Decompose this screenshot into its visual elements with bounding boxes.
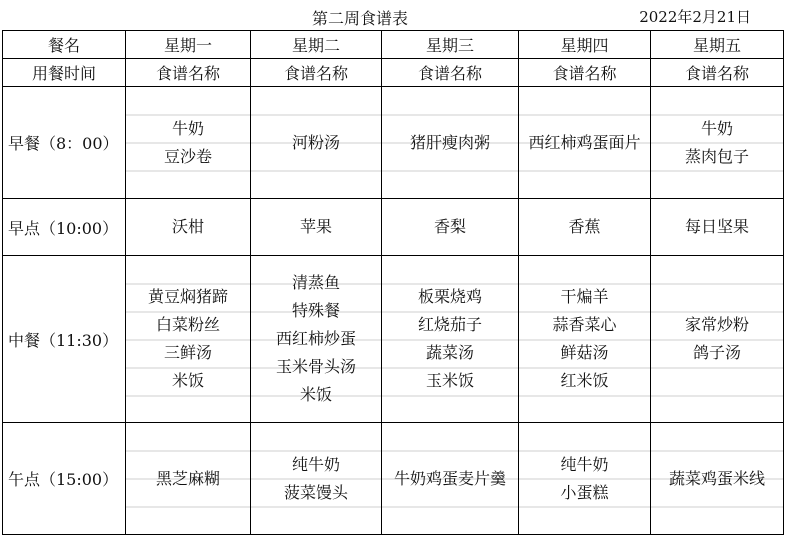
menu-item: 米饭 xyxy=(171,371,204,390)
menu-cell xyxy=(251,87,382,199)
menu-item: 特殊餐 xyxy=(291,301,340,320)
header-row-days xyxy=(3,31,784,59)
menu-cell xyxy=(126,87,251,199)
menu-item: 鸽子汤 xyxy=(692,343,741,362)
recipe-name-header: 食谱名称 xyxy=(519,59,651,87)
menu-cell xyxy=(126,199,251,256)
menu-cell xyxy=(382,423,519,535)
menu-cell xyxy=(382,87,519,199)
menu-table xyxy=(2,30,784,535)
menu-cell xyxy=(651,423,784,535)
meal-row xyxy=(3,256,784,423)
meal-name-header: 餐名 xyxy=(3,31,126,59)
header-row-sub xyxy=(3,59,784,87)
menu-item: 红米饭 xyxy=(560,371,609,390)
meal-row-label: 午点（15:00） xyxy=(3,423,126,535)
menu-cell xyxy=(519,256,651,423)
menu-item: 小蛋糕 xyxy=(560,482,609,502)
menu-item: 西红柿鸡蛋面片 xyxy=(528,132,641,152)
menu-cell xyxy=(251,256,382,423)
menu-item: 牛奶鸡蛋麦片羹 xyxy=(393,468,506,488)
meal-row-label: 早点（10:00） xyxy=(3,199,126,256)
menu-item: 干煸羊 xyxy=(560,287,609,306)
menu-item: 玉米骨头汤 xyxy=(275,357,356,376)
recipe-name-header: 食谱名称 xyxy=(251,59,382,87)
recipe-name-header: 食谱名称 xyxy=(651,59,784,87)
menu-cell xyxy=(382,199,519,256)
menu-cell xyxy=(651,256,784,423)
menu-item: 三鲜汤 xyxy=(163,343,212,362)
menu-item: 家常炒粉 xyxy=(684,315,749,334)
day-header: 星期一 xyxy=(126,31,251,59)
menu-cell xyxy=(519,423,651,535)
menu-item: 蔬菜汤 xyxy=(425,343,474,362)
menu-cell xyxy=(251,199,382,256)
menu-cell xyxy=(519,87,651,199)
menu-item: 猪肝瘦肉粥 xyxy=(409,132,490,152)
menu-item: 米饭 xyxy=(299,385,332,404)
meal-row xyxy=(3,199,784,256)
menu-item: 蒸肉包子 xyxy=(684,146,749,166)
menu-item: 白菜粉丝 xyxy=(155,315,220,334)
day-header: 星期三 xyxy=(382,31,519,59)
menu-item: 西红柿炒蛋 xyxy=(275,329,356,348)
menu-item: 玉米饭 xyxy=(425,371,474,390)
menu-item: 每日坚果 xyxy=(684,217,749,236)
day-header: 星期五 xyxy=(651,31,784,59)
page-title: 第二周食谱表 xyxy=(311,9,408,28)
menu-item: 红烧茄子 xyxy=(417,315,482,334)
meal-time-header: 用餐时间 xyxy=(3,59,126,87)
menu-item: 苹果 xyxy=(299,217,332,236)
meal-row-label: 中餐（11:30） xyxy=(3,256,126,423)
menu-item: 鲜菇汤 xyxy=(560,343,609,362)
menu-item: 蒜香菜心 xyxy=(552,315,617,334)
menu-cell xyxy=(126,256,251,423)
menu-item: 香蕉 xyxy=(568,217,601,236)
menu-cell xyxy=(251,423,382,535)
meal-row xyxy=(3,87,784,199)
menu-item: 菠菜馒头 xyxy=(283,482,348,502)
menu-item: 牛奶 xyxy=(171,118,204,138)
menu-cell xyxy=(651,87,784,199)
menu-item: 蔬菜鸡蛋米线 xyxy=(668,468,765,488)
menu-cell xyxy=(651,199,784,256)
menu-item: 牛奶 xyxy=(700,118,733,138)
menu-item: 河粉汤 xyxy=(291,132,340,152)
day-header: 星期二 xyxy=(251,31,382,59)
recipe-name-header: 食谱名称 xyxy=(126,59,251,87)
menu-cell xyxy=(519,199,651,256)
menu-item: 纯牛奶 xyxy=(560,454,609,474)
menu-item: 黑芝麻糊 xyxy=(155,468,220,488)
menu-item: 纯牛奶 xyxy=(291,454,340,474)
menu-item: 香梨 xyxy=(433,217,466,236)
menu-item: 黄豆焖猪蹄 xyxy=(147,287,228,306)
menu-item: 板栗烧鸡 xyxy=(417,287,482,306)
day-header: 星期四 xyxy=(519,31,651,59)
menu-item: 沃柑 xyxy=(171,217,204,236)
menu-cell xyxy=(382,256,519,423)
meal-row xyxy=(3,423,784,535)
meal-row-label: 早餐（8：00） xyxy=(3,87,126,199)
menu-item: 清蒸鱼 xyxy=(291,273,340,292)
date-label: 2022年2月21日 xyxy=(639,8,751,26)
menu-item: 豆沙卷 xyxy=(163,146,212,166)
recipe-name-header: 食谱名称 xyxy=(382,59,519,87)
menu-cell xyxy=(126,423,251,535)
